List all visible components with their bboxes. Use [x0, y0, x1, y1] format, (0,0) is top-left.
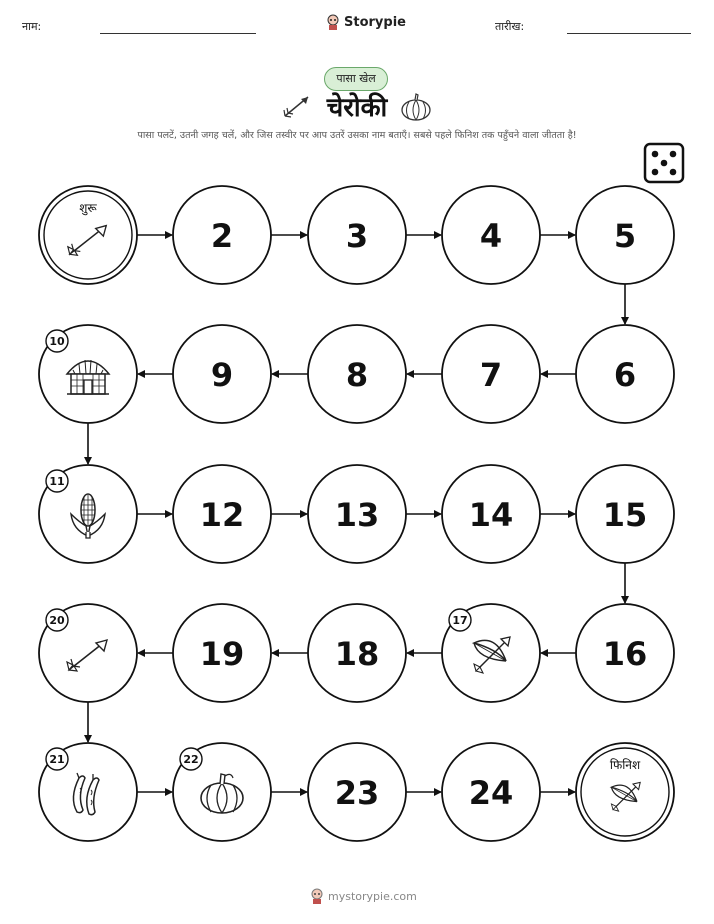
board-space-2: [173, 186, 271, 284]
board-space-9: [173, 325, 271, 423]
space-number-badge: [46, 609, 68, 631]
board-space-24: [442, 743, 540, 841]
board-space-8: [308, 325, 406, 423]
board-space-15: [576, 465, 674, 563]
space-number: 3: [345, 217, 369, 255]
board-space-11: [39, 465, 137, 563]
board-space-17: [442, 604, 540, 702]
board-space-20: [39, 604, 137, 702]
board-space-22: [173, 743, 271, 841]
board-space-19: [173, 604, 271, 702]
start-space: [39, 186, 137, 284]
finish-space: [576, 743, 674, 841]
board-space-12: [173, 465, 271, 563]
space-number: 12: [199, 496, 245, 534]
space-number: 4: [479, 217, 503, 255]
space-number: 13: [334, 496, 380, 534]
space-number: 14: [468, 496, 514, 534]
space-number-badge: [46, 470, 68, 492]
date-label: तारीख:: [495, 20, 525, 33]
board-space-3: [308, 186, 406, 284]
space-number: 18: [334, 635, 380, 673]
space-number: 8: [345, 356, 369, 394]
space-number: 10: [49, 335, 65, 348]
space-number-badge: [180, 748, 202, 770]
space-number: 15: [602, 496, 648, 534]
board-space-6: [576, 325, 674, 423]
board-spaces: [39, 186, 674, 841]
name-label: नाम:: [22, 20, 42, 33]
space-number: 19: [199, 635, 245, 673]
footer: [310, 888, 417, 904]
space-number: 6: [613, 356, 637, 394]
board-space-7: [442, 325, 540, 423]
storypie-mascot-icon: [310, 888, 324, 904]
start-space-label: शुरू: [79, 201, 97, 215]
finish-space-label: फिनिश: [609, 758, 641, 772]
page-title: चेरोकी: [326, 93, 388, 123]
space-number: 7: [479, 356, 503, 394]
space-number-badge: [449, 609, 471, 631]
board-space-21: [39, 743, 137, 841]
space-number-badge: [46, 330, 68, 352]
board-space-13: [308, 465, 406, 563]
space-number: 21: [49, 753, 65, 766]
board-space-4: [442, 186, 540, 284]
space-number: 22: [183, 753, 199, 766]
board-space-23: [308, 743, 406, 841]
brand-name: Storypie: [344, 14, 406, 30]
space-number: 23: [334, 774, 380, 812]
space-number: 20: [49, 614, 65, 627]
space-number: 2: [210, 217, 234, 255]
instructions-text: पासा पलटें, उतनी जगह चलें, और जिस तस्वीर पर आप उतरें उसका नाम बताएँ। सबसे पहले फिनिश तक पहुँचने वाला जीतता है!: [137, 130, 577, 141]
space-number: 17: [452, 614, 468, 627]
board-space-5: [576, 186, 674, 284]
footer-url[interactable]: mystorypie.com: [328, 889, 417, 903]
space-number: 24: [468, 774, 514, 812]
board-space-10: [39, 325, 137, 423]
space-number: 5: [613, 217, 637, 255]
game-type-badge: पासा खेल: [324, 67, 388, 91]
space-number: 11: [49, 475, 65, 488]
board-space-16: [576, 604, 674, 702]
board-space-18: [308, 604, 406, 702]
space-number: 9: [210, 356, 234, 394]
space-number: 16: [602, 635, 648, 673]
board-space-14: [442, 465, 540, 563]
space-number-badge: [46, 748, 68, 770]
